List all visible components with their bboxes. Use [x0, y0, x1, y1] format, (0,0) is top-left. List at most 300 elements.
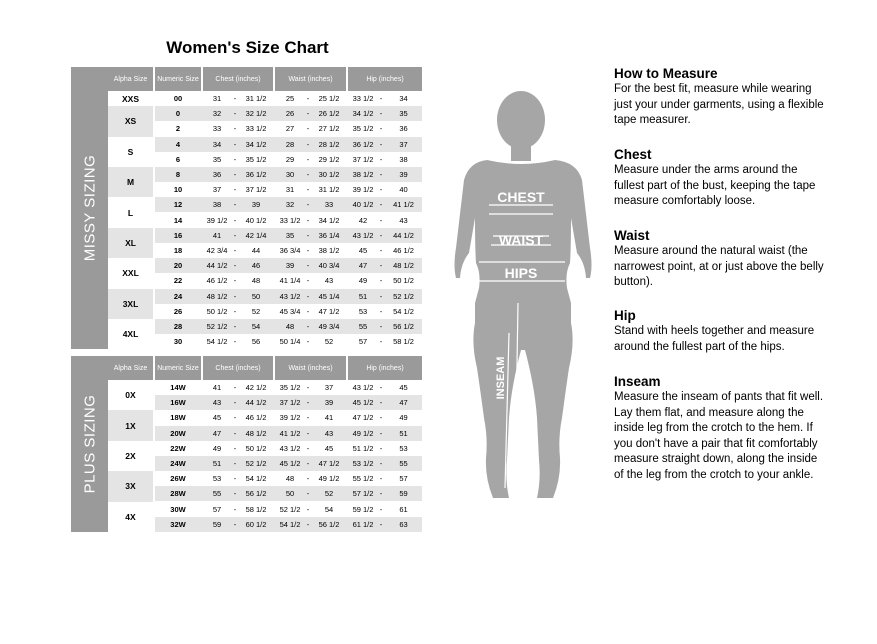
waist-max: 52: [324, 489, 334, 499]
chest-max: 35 1/2: [245, 154, 267, 164]
waist-max: 54: [324, 504, 334, 514]
hip-max: 41 1/2: [393, 200, 414, 210]
chest-max: 42 1/2: [245, 383, 267, 392]
dash: -: [233, 489, 237, 499]
chest-min: 31: [212, 94, 222, 103]
chest-min: 47: [212, 428, 222, 438]
section-waist: [614, 227, 824, 291]
waist-max: 47 1/2: [318, 459, 340, 468]
chest-min: 39 1/2: [206, 215, 228, 225]
hip-max: 34: [399, 94, 408, 103]
chest-max: 50 1/2: [245, 443, 267, 453]
waist-min: 45 3/4: [279, 306, 301, 316]
chest-min: 53: [212, 474, 222, 484]
dash: -: [379, 337, 383, 347]
dash: -: [233, 246, 237, 255]
chest-min: 38: [212, 200, 222, 210]
dash: -: [233, 459, 237, 468]
alpha-size: 1X: [108, 410, 153, 440]
dash: -: [379, 109, 383, 119]
dash: -: [233, 504, 237, 514]
hip-max: 44 1/2: [393, 230, 414, 240]
waist-min: 39 1/2: [279, 413, 301, 423]
plus-label: PLUS SIZING: [81, 394, 98, 494]
hip-max: 46 1/2: [393, 246, 414, 255]
dash: -: [233, 185, 237, 195]
hip-min: 43 1/2: [352, 230, 374, 240]
waist-min: 41 1/4: [279, 276, 301, 286]
waist-max: 45 1/4: [318, 291, 340, 301]
waist-min: 48: [285, 474, 295, 484]
dash: -: [233, 306, 237, 316]
hip-min: 53: [358, 306, 368, 316]
numeric-size: 18: [173, 246, 183, 255]
numeric-size: 10: [173, 185, 183, 195]
column-header: Numeric Size: [155, 356, 201, 380]
alpha-size: 3X: [108, 471, 153, 501]
dash: -: [306, 154, 310, 164]
body-figure: [425, 88, 595, 503]
numeric-size: 6: [175, 154, 181, 164]
waist-max: 26 1/2: [318, 109, 340, 119]
dash: -: [379, 170, 383, 179]
dash: -: [306, 398, 310, 408]
numeric-size: 00: [173, 94, 183, 103]
dash: -: [306, 246, 310, 255]
chest-min: 50 1/2: [206, 306, 228, 316]
hip-min: 33 1/2: [352, 94, 374, 103]
dash: -: [379, 322, 383, 331]
waist-min: 50 1/4: [279, 337, 301, 347]
alpha-size: 0X: [108, 380, 153, 410]
column-header: Waist (inches): [275, 67, 346, 91]
dash: -: [306, 291, 310, 301]
dash: -: [379, 413, 383, 423]
waist-min: 45 1/2: [279, 459, 301, 468]
alpha-size: 2X: [108, 441, 153, 471]
waist-min: 29: [285, 154, 295, 164]
alpha-size: M: [108, 167, 153, 197]
waist-max: 25 1/2: [318, 94, 340, 103]
dash: -: [306, 428, 310, 438]
hip-min: 51: [358, 291, 368, 301]
hip-max: 52 1/2: [393, 291, 414, 301]
dash: -: [306, 200, 310, 210]
chart-title: Women's Size Chart: [166, 38, 329, 57]
alpha-size: XL: [108, 228, 153, 258]
dash: -: [306, 459, 310, 468]
dash: -: [306, 230, 310, 240]
chest-max: 42 1/4: [245, 230, 267, 240]
waist-max: 27 1/2: [318, 124, 340, 134]
dash: -: [306, 413, 310, 423]
chest-max: 39: [251, 200, 261, 210]
hip-min: 43 1/2: [352, 383, 374, 392]
hip-min: 40 1/2: [352, 200, 374, 210]
numeric-size: 30: [173, 337, 183, 347]
dash: -: [306, 139, 310, 149]
chest-max: 46: [251, 261, 261, 271]
hip-max: 53: [399, 443, 408, 453]
dash: -: [233, 291, 237, 301]
dash: -: [379, 519, 383, 529]
section-heading: Hip: [614, 308, 636, 323]
dash: -: [233, 200, 237, 210]
dash: -: [379, 261, 383, 271]
waist-max: 38 1/2: [318, 246, 340, 255]
chest-min: 33: [212, 124, 222, 134]
section-chest: [614, 146, 824, 210]
chest-max: 33 1/2: [245, 124, 267, 134]
hip-min: 61 1/2: [352, 519, 374, 529]
dash: -: [233, 428, 237, 438]
waist-min: 25: [285, 94, 295, 103]
chest-min: 52 1/2: [206, 322, 228, 331]
waist-min: 28: [285, 139, 295, 149]
waist-label: WAIST: [498, 232, 544, 248]
waist-max: 47 1/2: [318, 306, 340, 316]
dash: -: [379, 276, 383, 286]
waist-max: 49 1/2: [318, 474, 340, 484]
waist-min: 35: [285, 230, 295, 240]
chest-min: 32: [212, 109, 222, 119]
hip-max: 43: [399, 215, 408, 225]
numeric-size: 22: [173, 276, 183, 286]
column-header: Alpha Size: [108, 67, 153, 91]
waist-min: 37 1/2: [279, 398, 301, 408]
chest-label: CHEST: [497, 189, 545, 205]
hip-min: 51 1/2: [352, 443, 374, 453]
numeric-size: 24: [173, 291, 183, 301]
chest-min: 48 1/2: [206, 291, 228, 301]
chest-max: 50: [251, 291, 261, 301]
dash: -: [379, 443, 383, 453]
dash: -: [233, 215, 237, 225]
chest-max: 48 1/2: [245, 428, 267, 438]
alpha-size: L: [108, 197, 153, 227]
hip-min: 57 1/2: [352, 489, 374, 499]
numeric-size: 8: [175, 170, 181, 179]
alpha-size: 4XL: [108, 319, 153, 349]
alpha-size: XXL: [108, 258, 153, 288]
dash: -: [379, 428, 383, 438]
chest-min: 42 3/4: [206, 246, 228, 255]
dash: -: [233, 154, 237, 164]
dash: -: [306, 443, 310, 453]
column-header: Numeric Size: [155, 67, 201, 91]
numeric-size: 30W: [170, 504, 186, 514]
section-hip: [614, 307, 824, 355]
dash: -: [233, 443, 237, 453]
hip-min: 35 1/2: [352, 124, 374, 134]
hip-max: 61: [399, 504, 408, 514]
chest-min: 34: [212, 139, 222, 149]
hip-min: 47 1/2: [352, 413, 374, 423]
dash: -: [379, 306, 383, 316]
dash: -: [233, 124, 237, 134]
dash: -: [379, 489, 383, 499]
hip-max: 38: [399, 154, 408, 164]
numeric-size: 24W: [170, 459, 186, 468]
chest-max: 54: [251, 322, 261, 331]
hip-max: 57: [399, 474, 408, 484]
dash: -: [306, 215, 310, 225]
hip-min: 42: [358, 215, 368, 225]
dash: -: [233, 398, 237, 408]
chest-min: 43: [212, 398, 222, 408]
hip-min: 36 1/2: [352, 139, 374, 149]
hip-max: 49: [399, 413, 408, 423]
numeric-size: 18W: [170, 413, 186, 423]
section-text: Stand with heels together and measure around the fullest part of the hips.: [614, 325, 815, 353]
dash: -: [233, 94, 237, 103]
dash: -: [306, 170, 310, 179]
alpha-size: S: [108, 137, 153, 167]
dash: -: [379, 94, 383, 103]
dash: -: [306, 474, 310, 484]
chest-min: 51: [212, 459, 222, 468]
waist-max: 29 1/2: [318, 154, 340, 164]
hip-max: 54 1/2: [393, 306, 414, 316]
section-text: Measure around the natural waist (the narrowest point, at or just above the belly button).: [614, 245, 824, 288]
section-text: Measure under the arms around the fullest part of the bust, keeping the tape measure comfortably loose.: [614, 164, 816, 207]
dash: -: [306, 124, 310, 134]
column-header: Alpha Size: [108, 356, 153, 380]
section-heading: Chest: [614, 147, 652, 162]
hip-min: 57: [358, 337, 368, 347]
hip-max: 36: [399, 124, 408, 134]
chest-min: 44 1/2: [206, 261, 228, 271]
hip-max: 45: [399, 383, 408, 392]
chest-max: 48: [251, 276, 261, 286]
hip-max: 37: [399, 139, 408, 149]
chest-max: 40 1/2: [245, 215, 267, 225]
dash: -: [306, 261, 310, 271]
waist-max: 41: [324, 413, 334, 423]
hip-min: 55 1/2: [352, 474, 374, 484]
dash: -: [379, 474, 383, 484]
dash: -: [306, 109, 310, 119]
waist-min: 43 1/2: [279, 443, 301, 453]
column-header: Chest (inches): [203, 356, 273, 380]
chest-min: 57: [212, 504, 222, 514]
missy-side-bar: [71, 67, 108, 349]
section-heading: Inseam: [614, 374, 661, 389]
chest-min: 54 1/2: [206, 337, 228, 347]
dash: -: [379, 124, 383, 134]
dash: -: [233, 109, 237, 119]
waist-min: 39: [285, 261, 295, 271]
waist-max: 49 3/4: [318, 322, 340, 331]
hip-max: 47: [399, 398, 408, 408]
chest-min: 45: [212, 413, 222, 423]
hip-max: 56 1/2: [393, 322, 414, 331]
chest-min: 55: [212, 489, 222, 499]
chest-max: 54 1/2: [245, 474, 267, 484]
hip-min: 49 1/2: [352, 428, 374, 438]
numeric-size: 2: [175, 124, 181, 134]
dash: -: [233, 276, 237, 286]
alpha-size: XXS: [108, 91, 153, 106]
waist-min: 50: [285, 489, 295, 499]
chest-min: 46 1/2: [206, 276, 228, 286]
dash: -: [379, 504, 383, 514]
hip-max: 55: [399, 459, 408, 468]
dash: -: [306, 94, 310, 103]
hip-max: 39: [399, 170, 408, 179]
chest-min: 49: [212, 443, 222, 453]
missy-label: MISSY SIZING: [81, 154, 98, 262]
numeric-size: 14W: [170, 383, 186, 392]
dash: -: [379, 154, 383, 164]
hip-max: 40: [399, 185, 408, 195]
section-text: Measure the inseam of pants that fit well. Lay them flat, and measure along the inside leg from the crotch to the hem. If you don't have a pair that fit comfortably measure straight down, along the inside of the leg from the crotch to your ankle.: [614, 391, 824, 481]
numeric-size: 26: [173, 306, 183, 316]
dash: -: [306, 489, 310, 499]
dash: -: [306, 276, 310, 286]
chest-max: 60 1/2: [245, 519, 267, 529]
chest-max: 44: [251, 246, 261, 255]
chest-min: 41: [212, 383, 222, 392]
column-header: Hip (inches): [348, 356, 422, 380]
column-header: Chest (inches): [203, 67, 273, 91]
hip-min: 49: [358, 276, 368, 286]
waist-min: 41 1/2: [279, 428, 301, 438]
hip-min: 37 1/2: [352, 154, 374, 164]
dash: -: [379, 230, 383, 240]
dash: -: [379, 246, 383, 255]
dash: -: [379, 459, 383, 468]
column-header: Hip (inches): [348, 67, 422, 91]
hip-max: 50 1/2: [393, 276, 414, 286]
hip-min: 34 1/2: [352, 109, 374, 119]
numeric-size: 28: [173, 322, 183, 331]
waist-min: 52 1/2: [279, 504, 301, 514]
numeric-size: 26W: [170, 474, 186, 484]
waist-min: 48: [285, 322, 295, 331]
dash: -: [379, 200, 383, 210]
numeric-size: 4: [175, 139, 181, 149]
waist-max: 45: [324, 443, 334, 453]
dash: -: [306, 504, 310, 514]
hip-min: 45: [358, 246, 368, 255]
waist-max: 52: [324, 337, 334, 347]
waist-min: 32: [285, 200, 295, 210]
numeric-size: 16W: [170, 398, 186, 408]
hip-max: 59: [399, 489, 408, 499]
chest-max: 46 1/2: [245, 413, 267, 423]
hip-max: 58 1/2: [393, 337, 414, 347]
alpha-size: 3XL: [108, 289, 153, 319]
dash: -: [379, 291, 383, 301]
numeric-size: 28W: [170, 489, 186, 499]
hip-max: 51: [399, 428, 408, 438]
waist-max: 56 1/2: [318, 519, 340, 529]
hip-min: 55: [358, 322, 368, 331]
waist-min: 30: [285, 170, 295, 179]
waist-min: 43 1/2: [279, 291, 301, 301]
dash: -: [379, 139, 383, 149]
plus-side-bar: [71, 356, 108, 532]
section-how-to-measure: [614, 65, 824, 129]
chest-min: 59: [212, 519, 222, 529]
hip-min: 39 1/2: [352, 185, 374, 195]
waist-min: 35 1/2: [279, 383, 301, 392]
dash: -: [233, 519, 237, 529]
waist-max: 40 3/4: [318, 261, 340, 271]
chest-min: 36: [212, 170, 222, 179]
dash: -: [306, 322, 310, 331]
waist-min: 36 3/4: [279, 246, 301, 255]
waist-min: 27: [285, 124, 295, 134]
waist-min: 26: [285, 109, 295, 119]
chest-max: 56: [251, 337, 261, 347]
waist-max: 31 1/2: [318, 185, 340, 195]
dash: -: [233, 261, 237, 271]
dash: -: [233, 474, 237, 484]
waist-max: 36 1/4: [318, 230, 340, 240]
chest-max: 44 1/2: [245, 398, 267, 408]
hip-min: 47: [358, 261, 368, 271]
waist-max: 33: [324, 200, 334, 210]
dash: -: [379, 185, 383, 195]
dash: -: [306, 337, 310, 347]
hip-min: 53 1/2: [352, 459, 374, 468]
chest-max: 31 1/2: [245, 94, 267, 103]
dash: -: [306, 519, 310, 529]
dash: -: [233, 170, 237, 179]
hips-label: HIPS: [504, 265, 538, 281]
waist-min: 33 1/2: [279, 215, 301, 225]
dash: -: [233, 139, 237, 149]
hip-min: 38 1/2: [352, 170, 374, 179]
dash: -: [306, 383, 310, 392]
alpha-size: XS: [108, 106, 153, 136]
dash: -: [233, 413, 237, 423]
waist-max: 34 1/2: [318, 215, 340, 225]
numeric-size: 32W: [170, 519, 186, 529]
numeric-size: 12: [173, 200, 183, 210]
chest-max: 34 1/2: [245, 139, 267, 149]
dash: -: [306, 306, 310, 316]
waist-max: 39: [324, 398, 334, 408]
section-heading: Waist: [614, 228, 650, 243]
numeric-size: 22W: [170, 443, 186, 453]
chest-max: 36 1/2: [245, 170, 267, 179]
numeric-size: 20W: [170, 428, 186, 438]
waist-max: 37: [324, 383, 334, 392]
chest-min: 35: [212, 154, 222, 164]
numeric-size: 16: [173, 230, 183, 240]
dash: -: [233, 322, 237, 331]
section-heading: How to Measure: [614, 66, 718, 81]
numeric-size: 14: [173, 215, 183, 225]
chest-max: 58 1/2: [245, 504, 267, 514]
dash: -: [379, 215, 383, 225]
section-text: For the best fit, measure while wearing just your under garments, using a flexible tape measurer.: [614, 83, 824, 126]
chest-max: 52 1/2: [245, 459, 267, 468]
column-header: Waist (inches): [275, 356, 346, 380]
chest-min: 41: [212, 230, 222, 240]
dash: -: [306, 185, 310, 195]
waist-min: 54 1/2: [279, 519, 301, 529]
numeric-size: 0: [175, 109, 181, 119]
numeric-size: 20: [173, 261, 183, 271]
chest-max: 56 1/2: [245, 489, 267, 499]
dash: -: [233, 230, 237, 240]
hip-min: 45 1/2: [352, 398, 374, 408]
waist-min: 31: [285, 185, 295, 195]
